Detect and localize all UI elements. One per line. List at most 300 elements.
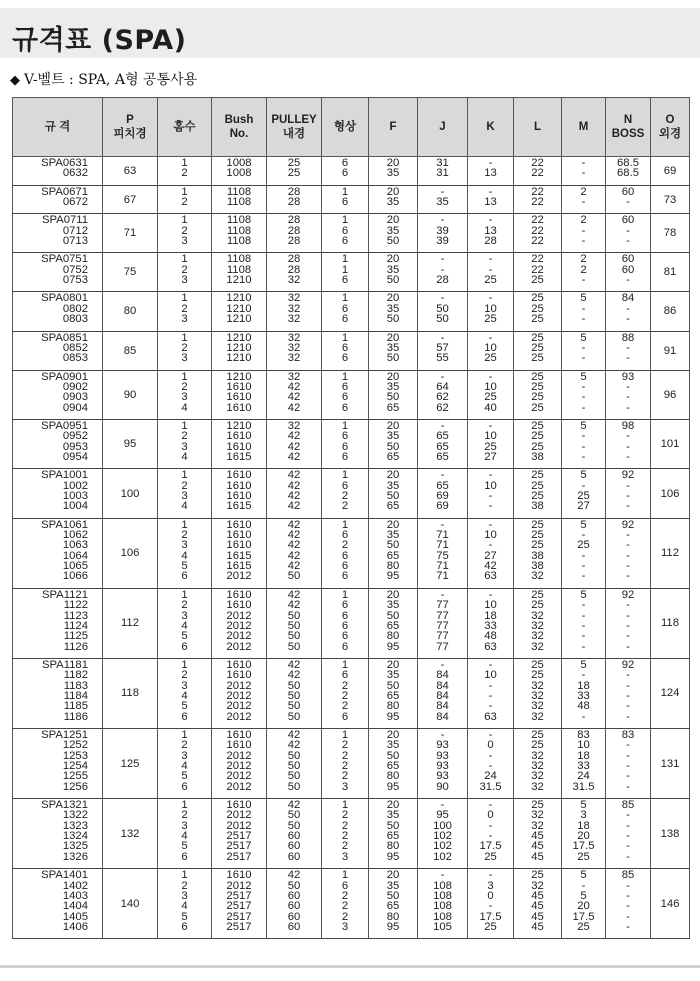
cell-spec-value: 1065: [62, 560, 88, 573]
cell-shape-value: 6: [341, 157, 349, 169]
table-row: [13, 469, 690, 518]
cell-o-outer-dia: 69: [651, 157, 690, 186]
cell-f-value: 50: [386, 313, 400, 326]
cell-f-value: 35: [386, 167, 400, 180]
cell-pulley-bore-value: 28: [287, 263, 301, 276]
cell-k-value: 25: [484, 391, 497, 404]
cell-n-boss-value: -: [626, 401, 630, 414]
cell-bush-no-value: 2012: [226, 609, 252, 622]
cell-l-value: 32: [531, 679, 544, 692]
cell-bush-no-value: 2012: [226, 570, 252, 583]
cell-shape-value: 6: [341, 710, 349, 723]
header-pulley-bore-line: 내경: [282, 128, 306, 140]
cell-j-value: 57: [436, 341, 449, 354]
cell-spec: [13, 588, 103, 658]
cell-spec-value: 0753: [62, 274, 88, 287]
cell-grooves-value: 2: [181, 599, 188, 612]
cell-k-value: -: [488, 253, 493, 266]
cell-j-value: 71: [436, 529, 449, 542]
cell-m-value: 5: [580, 869, 587, 882]
cell-f-value: 20: [386, 292, 400, 305]
cell-l-value: 22: [531, 235, 544, 248]
cell-n-boss-value: -: [626, 391, 630, 404]
cell-bush-no-value: 1108: [226, 224, 252, 237]
cell-spec-value: 1182: [63, 669, 88, 682]
cell-n-boss-value: -: [626, 341, 630, 354]
cell-n-boss-value: -: [626, 500, 630, 513]
cell-k: [468, 292, 514, 331]
cell-f-value: 35: [386, 479, 400, 492]
cell-bush-no-value: 1610: [226, 669, 252, 682]
cell-k-value: 24: [484, 770, 497, 783]
cell-l-value: 25: [531, 274, 544, 287]
cell-m-value: -: [581, 609, 586, 622]
cell-k-value: -: [488, 700, 493, 713]
cell-j: [418, 518, 468, 588]
cell-spec-value: 1184: [63, 689, 88, 702]
cell-pulley-bore-value: 42: [287, 401, 301, 414]
cell-spec-value: 1256: [62, 780, 88, 793]
cell-l: [514, 370, 562, 419]
cell-shape-value: 6: [341, 274, 349, 287]
cell-shape-value: 3: [341, 780, 349, 793]
cell-bush-no-value: 1610: [226, 729, 252, 742]
cell-f-value: 95: [386, 710, 400, 723]
cell-f-value: 50: [386, 539, 400, 552]
cell-j-value: -: [440, 263, 445, 276]
cell-f-value: 50: [386, 391, 400, 404]
cell-f-value: 50: [386, 235, 400, 248]
cell-pulley-bore-value: 42: [287, 599, 301, 612]
cell-shape-value: 1: [341, 588, 349, 601]
cell-grooves-value: 2: [181, 302, 188, 315]
cell-n-boss-value: 84: [621, 292, 635, 305]
cell-pulley-bore-value: 60: [287, 900, 301, 913]
cell-pitch-dia: 132: [103, 799, 158, 869]
cell-l-value: 32: [531, 749, 544, 762]
cell-k-value: -: [488, 292, 493, 305]
cell-grooves-value: 5: [181, 770, 188, 783]
cell-shape-value: 2: [341, 679, 349, 692]
cell-grooves-value: 3: [181, 609, 188, 622]
cell-k-value: -: [488, 729, 493, 742]
cell-bush-no-value: 1610: [226, 401, 252, 414]
cell-pitch-dia: 85: [103, 331, 158, 370]
cell-j-value: -: [440, 799, 445, 812]
cell-shape-value: 6: [341, 196, 349, 209]
cell-f: [369, 588, 418, 658]
cell-f-value: 35: [386, 739, 400, 752]
cell-pulley-bore-value: 60: [287, 889, 301, 902]
cell-bush-no: [212, 729, 267, 799]
cell-grooves: [158, 253, 212, 292]
table-row: [13, 588, 690, 658]
cell-f-value: 20: [386, 588, 400, 601]
cell-o-outer-dia: 96: [651, 370, 690, 419]
cell-j-value: 64: [436, 380, 449, 393]
cell-o-outer-dia: 91: [651, 331, 690, 370]
cell-k-value: 10: [484, 380, 497, 393]
cell-m-value: -: [581, 640, 586, 653]
cell-f-value: 20: [386, 729, 400, 742]
cell-f-value: 20: [386, 469, 400, 482]
cell-j: [418, 729, 468, 799]
cell-spec-value: 1186: [63, 710, 88, 723]
cell-f-value: 50: [386, 609, 400, 622]
cell-f: [369, 292, 418, 331]
cell-k: [468, 729, 514, 799]
cell-spec-value: 1326: [62, 850, 88, 863]
cell-grooves: [158, 869, 212, 939]
cell-f-value: 50: [386, 679, 400, 692]
cell-grooves: [158, 469, 212, 518]
cell-f-value: 20: [386, 157, 400, 169]
cell-l-value: 45: [531, 920, 544, 933]
cell-f-value: 50: [386, 889, 400, 902]
cell-spec-value: 0752: [62, 263, 88, 276]
header-k: [468, 98, 514, 157]
cell-f-value: 50: [386, 819, 400, 832]
cell-k-value: 25: [484, 352, 497, 365]
cell-m-value: 5: [580, 419, 587, 432]
cell-bush-no-value: 1008: [226, 157, 252, 169]
cell-f: [369, 869, 418, 939]
cell-shape-value: 1: [341, 185, 349, 198]
cell-j: [418, 185, 468, 214]
cell-l-value: 22: [531, 214, 544, 227]
cell-l: [514, 518, 562, 588]
cell-pulley-bore-value: 25: [287, 167, 301, 180]
cell-m: [562, 157, 606, 186]
cell-j-value: 100: [433, 819, 452, 832]
cell-j-value: -: [440, 185, 445, 198]
cell-pulley-bore-value: 50: [287, 770, 301, 783]
cell-bush-no: [212, 292, 267, 331]
cell-j-value: -: [440, 518, 445, 531]
cell-n-boss-value: -: [626, 760, 630, 773]
cell-j-value: 50: [436, 302, 449, 315]
cell-grooves-value: 1: [181, 469, 188, 482]
cell-o-outer-dia: 112: [651, 518, 690, 588]
cell-k: [468, 658, 514, 728]
spec-table: [12, 97, 690, 939]
cell-spec-value: 1123: [63, 609, 88, 622]
cell-spec-value: SPA1121: [41, 588, 88, 601]
cell-n-boss: [606, 729, 651, 799]
cell-f-value: 20: [386, 799, 400, 812]
cell-o-outer-dia: 146: [651, 869, 690, 939]
cell-shape-value: 1: [341, 292, 349, 305]
cell-l: [514, 469, 562, 518]
cell-j-value: 39: [436, 235, 449, 248]
cell-j-value: 35: [436, 196, 449, 209]
cell-k-value: 0: [487, 809, 494, 822]
cell-pulley-bore-value: 60: [287, 830, 301, 843]
cell-m-value: 83: [577, 729, 590, 742]
cell-f: [369, 658, 418, 728]
cell-bush-no-value: 1615: [226, 450, 252, 463]
cell-n-boss: [606, 157, 651, 186]
cell-spec-value: 0712: [62, 224, 88, 237]
cell-shape: [322, 253, 369, 292]
cell-j-value: 108: [433, 889, 452, 902]
cell-k-value: 25: [484, 440, 497, 453]
cell-bush-no: [212, 370, 267, 419]
cell-spec-value: 1406: [62, 920, 88, 933]
cell-f: [369, 157, 418, 186]
header-n-boss-line: BOSS: [611, 128, 645, 140]
cell-grooves-value: 5: [181, 700, 188, 713]
cell-bush-no: [212, 869, 267, 939]
cell-l-value: 25: [531, 490, 544, 503]
cell-k: [468, 518, 514, 588]
cell-shape-value: 1: [341, 419, 349, 432]
cell-n-boss: [606, 799, 651, 869]
cell-j-value: 108: [433, 879, 452, 892]
cell-bush-no-value: 2517: [226, 830, 252, 843]
cell-k-value: -: [488, 185, 493, 198]
cell-j-value: 62: [436, 391, 449, 404]
cell-l-value: 32: [531, 819, 544, 832]
cell-spec-value: SPA0851: [41, 331, 88, 344]
cell-spec-value: 1324: [62, 830, 88, 843]
cell-f-value: 35: [386, 263, 400, 276]
header-shape-line: 형상: [333, 121, 357, 133]
cell-shape: [322, 658, 369, 728]
cell-j-value: 71: [436, 560, 449, 573]
cell-m: [562, 253, 606, 292]
table-row: [13, 518, 690, 588]
cell-bush-no-value: 2012: [226, 809, 252, 822]
cell-shape-value: 6: [341, 391, 349, 404]
cell-n-boss-value: -: [626, 490, 630, 503]
cell-spec: [13, 185, 103, 214]
cell-pitch-dia: 75: [103, 253, 158, 292]
cell-pulley-bore: [267, 419, 322, 468]
header-m-line: M: [578, 121, 589, 133]
cell-shape-value: 2: [341, 770, 349, 783]
cell-grooves-value: 1: [181, 729, 188, 742]
cell-spec: [13, 799, 103, 869]
cell-grooves-value: 1: [181, 658, 188, 671]
cell-spec: [13, 157, 103, 186]
cell-m: [562, 419, 606, 468]
cell-m-value: 5: [580, 370, 587, 383]
cell-bush-no: [212, 799, 267, 869]
cell-j-value: -: [440, 588, 445, 601]
cell-spec-value: 0902: [62, 380, 88, 393]
cell-spec-value: 1063: [62, 539, 88, 552]
cell-n-boss-value: -: [626, 910, 630, 923]
cell-pulley-bore: [267, 729, 322, 799]
cell-bush-no-value: 1610: [226, 479, 252, 492]
cell-bush-no-value: 2517: [226, 889, 252, 902]
cell-spec-value: SPA1061: [41, 518, 88, 531]
cell-bush-no-value: 1615: [226, 500, 252, 513]
cell-j-value: -: [440, 292, 445, 305]
cell-shape-value: 6: [341, 549, 349, 562]
cell-bush-no-value: 1610: [226, 588, 252, 601]
cell-o-outer-dia: 73: [651, 185, 690, 214]
cell-l-value: 25: [531, 469, 544, 482]
cell-pulley-bore-value: 42: [287, 450, 301, 463]
cell-l-value: 25: [531, 869, 544, 882]
cell-pulley-bore: [267, 370, 322, 419]
cell-spec-value: 0853: [62, 352, 88, 365]
cell-m: [562, 370, 606, 419]
cell-f-value: 80: [386, 700, 400, 713]
cell-spec: [13, 253, 103, 292]
header-j-line: J: [439, 121, 446, 133]
cell-shape-value: 6: [341, 879, 349, 892]
cell-shape: [322, 729, 369, 799]
cell-shape-value: 2: [341, 490, 349, 503]
cell-j: [418, 157, 468, 186]
header-l-line: L: [533, 121, 542, 133]
cell-n-boss: [606, 292, 651, 331]
cell-l-value: 22: [531, 185, 544, 198]
cell-grooves-value: 1: [181, 214, 188, 227]
cell-grooves-value: 2: [181, 479, 188, 492]
cell-j-value: 93: [436, 739, 449, 752]
cell-grooves-value: 2: [181, 167, 188, 180]
cell-shape: [322, 469, 369, 518]
cell-spec-value: SPA0671: [41, 185, 88, 198]
cell-pulley-bore-value: 32: [287, 331, 301, 344]
cell-spec-value: SPA1321: [41, 799, 88, 812]
cell-n-boss-value: 60: [621, 214, 635, 227]
cell-pulley-bore-value: 50: [287, 679, 301, 692]
cell-j-value: -: [440, 729, 445, 742]
cell-pitch-dia: 90: [103, 370, 158, 419]
cell-pulley-bore-value: 42: [287, 529, 301, 542]
cell-pitch-dia: 106: [103, 518, 158, 588]
cell-n-boss-value: -: [626, 224, 630, 237]
cell-f-value: 80: [386, 840, 400, 853]
cell-l-value: 25: [531, 391, 544, 404]
cell-m: [562, 469, 606, 518]
cell-m-value: -: [581, 196, 586, 209]
cell-pitch-dia: 140: [103, 869, 158, 939]
cell-n-boss-value: 93: [621, 370, 635, 383]
cell-f-value: 20: [386, 253, 400, 266]
cell-f-value: 95: [386, 920, 400, 933]
cell-grooves-value: 1: [181, 292, 188, 305]
cell-m-value: -: [581, 380, 586, 393]
cell-k-value: -: [488, 157, 493, 169]
cell-pulley-bore-value: 60: [287, 850, 301, 863]
cell-spec-value: SPA0751: [41, 253, 88, 266]
cell-spec: [13, 729, 103, 799]
cell-k-value: -: [488, 331, 493, 344]
cell-f: [369, 729, 418, 799]
cell-pitch-dia: 112: [103, 588, 158, 658]
cell-n-boss-value: 85: [621, 799, 635, 812]
cell-spec-value: 1252: [62, 739, 88, 752]
cell-pitch-dia: 100: [103, 469, 158, 518]
cell-k-value: 63: [484, 570, 497, 583]
cell-f-value: 65: [386, 619, 400, 632]
cell-m-value: -: [581, 224, 586, 237]
cell-j-value: 28: [436, 274, 449, 287]
cell-spec-value: 1004: [62, 500, 88, 513]
cell-m: [562, 185, 606, 214]
cell-l: [514, 729, 562, 799]
cell-k: [468, 185, 514, 214]
cell-l-value: 25: [531, 341, 544, 354]
cell-pulley-bore-value: 32: [287, 274, 301, 287]
cell-l: [514, 157, 562, 186]
cell-n-boss-value: 92: [621, 658, 635, 671]
cell-n-boss-value: -: [626, 850, 630, 863]
cell-l-value: 32: [531, 770, 544, 783]
cell-l-value: 45: [531, 889, 544, 902]
cell-shape-value: 2: [341, 700, 349, 713]
cell-j-value: 102: [433, 830, 452, 843]
header-row: [13, 98, 690, 157]
cell-n-boss-value: -: [626, 619, 630, 632]
cell-shape-value: 2: [341, 689, 349, 702]
cell-bush-no: [212, 157, 267, 186]
cell-spec-value: 1124: [63, 619, 88, 632]
cell-k-value: 27: [484, 450, 497, 463]
cell-n-boss-value: -: [626, 749, 630, 762]
cell-shape-value: 6: [341, 341, 349, 354]
cell-m: [562, 799, 606, 869]
cell-bush-no-value: 1210: [226, 331, 252, 344]
cell-shape-value: 6: [341, 640, 349, 653]
cell-m-value: 18: [577, 819, 590, 832]
cell-m-value: -: [581, 302, 586, 315]
cell-n-boss-value: -: [626, 440, 630, 453]
cell-pulley-bore-value: 50: [287, 879, 301, 892]
cell-pulley-bore-value: 32: [287, 419, 301, 432]
cell-j-value: 108: [433, 910, 452, 923]
cell-n-boss-value: -: [626, 679, 630, 692]
cell-j-value: -: [440, 370, 445, 383]
cell-k-value: -: [488, 518, 493, 531]
cell-k-value: 33: [484, 619, 497, 632]
cell-shape-value: 6: [341, 401, 349, 414]
cell-bush-no-value: 1210: [226, 313, 252, 326]
cell-grooves: [158, 214, 212, 253]
header-n-boss-line: N: [623, 114, 633, 126]
cell-bush-no-value: 1610: [226, 739, 252, 752]
cell-pulley-bore-value: 50: [287, 609, 301, 622]
cell-l-value: 32: [531, 879, 544, 892]
cell-n-boss: [606, 469, 651, 518]
cell-pulley-bore: [267, 331, 322, 370]
cell-f-value: 80: [386, 630, 400, 643]
cell-l-value: 38: [531, 450, 544, 463]
cell-shape-value: 6: [341, 630, 349, 643]
cell-l-value: 45: [531, 910, 544, 923]
cell-n-boss-value: -: [626, 352, 630, 365]
cell-pulley-bore-value: 42: [287, 869, 301, 882]
cell-m-value: 25: [577, 490, 590, 503]
cell-pulley-bore-value: 42: [287, 739, 301, 752]
cell-pulley-bore-value: 32: [287, 292, 301, 305]
cell-n-boss-value: -: [626, 640, 630, 653]
cell-shape-value: 6: [341, 669, 349, 682]
cell-shape-value: 1: [341, 263, 349, 276]
cell-l-value: 25: [531, 370, 544, 383]
cell-shape: [322, 331, 369, 370]
cell-m-value: -: [581, 619, 586, 632]
cell-pulley-bore-value: 42: [287, 380, 301, 393]
cell-pitch-dia: 118: [103, 658, 158, 728]
cell-f-value: 65: [386, 450, 400, 463]
